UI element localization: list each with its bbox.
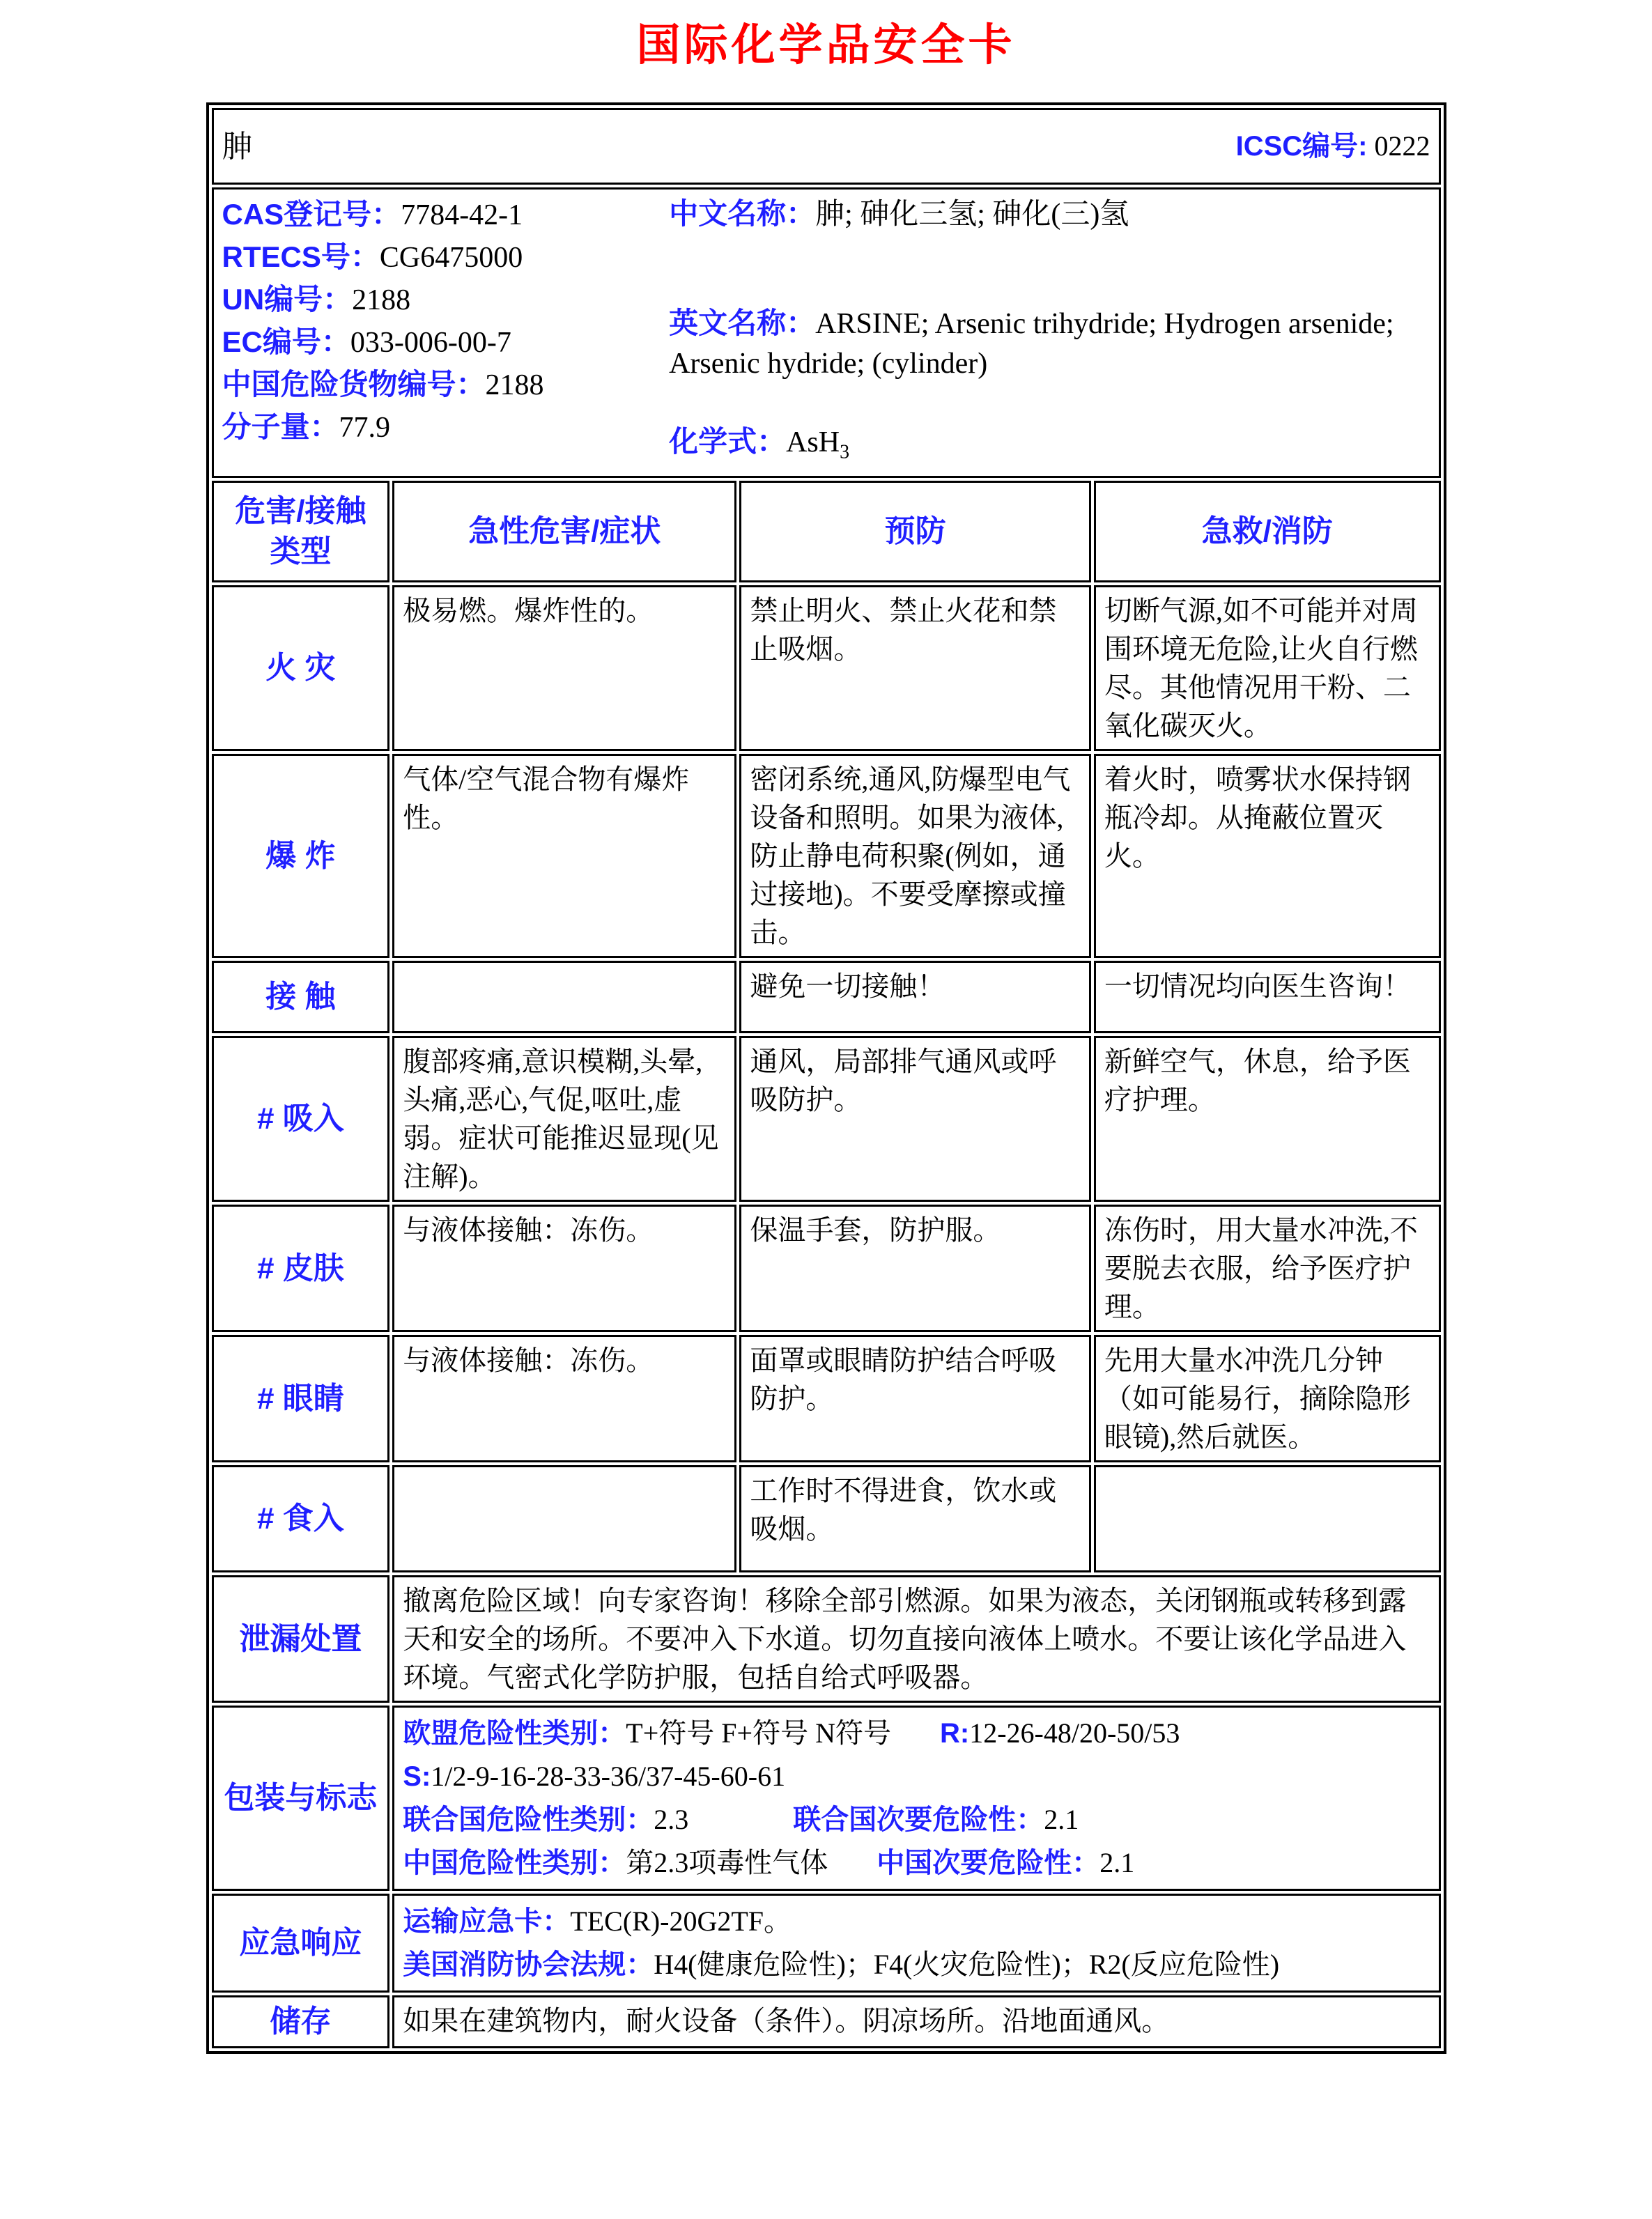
un-subsidiary-risk-label: 联合国次要危险性：	[793, 1804, 1044, 1836]
icsc-number-group	[1236, 127, 1430, 166]
china-dg-number-line	[222, 364, 670, 406]
eyes-response-cell: 先用大量水冲洗几分钟（如可能易行，摘除隐形眼镜),然后就医。	[1094, 1335, 1441, 1462]
identifier-list	[222, 194, 670, 472]
skin-symptoms-cell: 与液体接触：冻伤。	[392, 1205, 736, 1332]
fire-label: 火 灾	[212, 585, 390, 751]
contact-label: 接 触	[212, 961, 390, 1033]
formula-subscript: 3	[840, 441, 850, 463]
un-number-line	[222, 279, 670, 321]
explosion-prevention-cell: 密闭系统,通风,防爆型电气设备和照明。如果为液体,防止静电荷积聚(例如，通过接地)。不要受摩擦或撞击。	[739, 754, 1091, 958]
eyes-label: # 眼睛	[212, 1335, 390, 1462]
header-first-aid: 急救/消防	[1094, 481, 1441, 582]
molecular-weight-line	[222, 406, 670, 449]
spill-disposal-label: 泄漏处置	[212, 1575, 390, 1703]
nfpa-code-line	[403, 1943, 1430, 1986]
rtecs-number-label: RTECS号：	[222, 240, 380, 273]
storage-label: 储存	[212, 1995, 390, 2048]
header-hazard-type: 危害/接触类型	[212, 481, 390, 582]
english-name-value: ARSINE; Arsenic trihydride; Hydrogen arsenide; Arsenic hydride; (cylinder)	[669, 308, 1394, 380]
formula-value: AsH	[786, 426, 840, 458]
ingestion-response-cell	[1094, 1465, 1441, 1572]
ec-number-value: 033-006-00-7	[350, 327, 511, 359]
icsc-card-table	[206, 102, 1446, 2054]
cas-number-line	[222, 194, 670, 236]
row-emergency-response	[212, 1894, 1441, 1993]
china-subsidiary-risk-value: 2.1	[1099, 1847, 1135, 1879]
row-contact	[212, 961, 1441, 1033]
ec-number-label: EC编号：	[222, 325, 350, 358]
card-title-cell	[212, 108, 1441, 185]
transport-emergency-card-value: TEC(R)-20G2TF。	[570, 1905, 792, 1938]
inhalation-symptoms-cell: 腹部疼痛,意识模糊,头晕,头痛,恶心,气促,呕吐,虚弱。症状可能推迟显现(见注解)。	[392, 1036, 736, 1202]
china-hazard-class-line	[403, 1841, 1430, 1885]
hazard-header-row	[212, 481, 1441, 582]
names-block	[669, 194, 1430, 472]
icsc-number-label: ICSC编号:	[1235, 131, 1368, 162]
eu-hazard-class-value: T+符号 F+符号 N符号	[626, 1717, 891, 1749]
r-phrases-value: 12-26-48/20-50/53	[969, 1717, 1180, 1749]
english-name-label: 英文名称：	[669, 307, 816, 339]
row-ingestion	[212, 1465, 1441, 1572]
china-hazard-class-label: 中国危险性类别：	[403, 1848, 626, 1879]
s-phrases-line	[403, 1755, 1430, 1798]
row-storage	[212, 1995, 1441, 2048]
row-inhalation	[212, 1036, 1441, 1202]
cas-number-value: 7784-42-1	[401, 199, 523, 231]
row-fire	[212, 585, 1441, 751]
row-eyes	[212, 1335, 1441, 1462]
row-spill-disposal	[212, 1575, 1441, 1703]
un-subsidiary-risk-value: 2.1	[1044, 1804, 1079, 1836]
chinese-name-label: 中文名称：	[669, 197, 816, 230]
rtecs-number-line	[222, 236, 670, 279]
chinese-name-value: 胂; 砷化三氢; 砷化(三)氢	[815, 199, 1129, 231]
english-name-line	[669, 303, 1430, 384]
transport-emergency-card-line	[403, 1900, 1430, 1943]
un-number-label: UN编号：	[222, 283, 353, 316]
molecular-weight-label: 分子量：	[222, 410, 339, 443]
inhalation-label: # 吸入	[212, 1036, 390, 1202]
transport-emergency-card-label: 运输应急卡：	[403, 1906, 571, 1938]
china-dg-number-value: 2188	[485, 369, 544, 401]
nfpa-code-label: 美国消防协会法规：	[403, 1949, 654, 1981]
contact-prevention-cell: 避免一切接触！	[739, 961, 1091, 1033]
contact-response-cell: 一切情况均向医生咨询！	[1094, 961, 1441, 1033]
packaging-labelling-label: 包装与标志	[212, 1706, 390, 1891]
contact-symptoms-cell	[392, 961, 736, 1033]
skin-label: # 皮肤	[212, 1205, 390, 1332]
identifiers-row	[212, 187, 1441, 478]
skin-response-cell: 冻伤时，用大量水冲洗,不要脱去衣服，给予医疗护理。	[1094, 1205, 1441, 1332]
header-prevention: 预防	[739, 481, 1091, 582]
page-title: 国际化学品安全卡	[636, 21, 1016, 70]
explosion-symptoms-cell: 气体/空气混合物有爆炸性。	[392, 754, 736, 958]
formula-line	[669, 422, 1430, 472]
ec-number-line	[222, 321, 670, 364]
china-subsidiary-risk-label: 中国次要危险性：	[877, 1848, 1100, 1879]
emergency-response-label: 应急响应	[212, 1894, 390, 1993]
packaging-labelling-cell	[392, 1706, 1440, 1891]
spill-disposal-text: 撤离危险区域！向专家咨询！移除全部引燃源。如果为液态，关闭钢瓶或转移到露天和安全的场所。不要冲入下水道。切勿直接向液体上喷水。不要让该化学品进入环境。气密式化学防护服，包括自给式呼吸器。	[392, 1575, 1440, 1703]
chinese-name-line	[669, 194, 1430, 235]
s-phrases-label: S:	[403, 1761, 431, 1793]
eyes-symptoms-cell: 与液体接触：冻伤。	[392, 1335, 736, 1462]
rtecs-number-value: CG6475000	[379, 242, 523, 274]
ingestion-symptoms-cell	[392, 1465, 736, 1572]
un-number-value: 2188	[352, 284, 411, 316]
icsc-number-value: 0222	[1374, 130, 1430, 162]
fire-prevention-cell: 禁止明火、禁止火花和禁止吸烟。	[739, 585, 1091, 751]
explosion-label: 爆 炸	[212, 754, 390, 958]
molecular-weight-value: 77.9	[339, 412, 391, 444]
inhalation-response-cell: 新鲜空气，休息，给予医疗护理。	[1094, 1036, 1441, 1202]
eu-hazard-class-label: 欧盟危险性类别：	[403, 1718, 626, 1749]
eyes-prevention-cell: 面罩或眼睛防护结合呼吸防护。	[739, 1335, 1091, 1462]
ingestion-label: # 食入	[212, 1465, 390, 1572]
cas-number-label: CAS登记号：	[222, 198, 401, 231]
chemical-name: 胂	[222, 129, 253, 164]
china-hazard-class-value: 第2.3项毒性气体	[626, 1847, 828, 1879]
un-hazard-class-value: 2.3	[654, 1804, 689, 1836]
header-acute-symptoms: 急性危害/症状	[392, 481, 736, 582]
un-hazard-class-line	[403, 1798, 1430, 1841]
china-dg-number-label: 中国危险货物编号：	[222, 368, 486, 401]
row-packaging-labelling	[212, 1706, 1441, 1891]
s-phrases-value: 1/2-9-16-28-33-36/37-45-60-61	[431, 1761, 786, 1793]
eu-hazard-class-line	[403, 1712, 1430, 1755]
row-skin	[212, 1205, 1441, 1332]
emergency-response-cell	[392, 1894, 1440, 1993]
formula-label: 化学式：	[669, 425, 787, 458]
ingestion-prevention-cell: 工作时不得进食，饮水或吸烟。	[739, 1465, 1091, 1572]
identifiers-cell	[212, 187, 1441, 478]
storage-text: 如果在建筑物内，耐火设备（条件）。阴凉场所。沿地面通风。	[392, 1995, 1440, 2048]
nfpa-code-value: H4(健康危险性)；F4(火灾危险性)；R2(反应危险性)	[654, 1949, 1280, 1981]
fire-response-cell: 切断气源,如不可能并对周围环境无危险,让火自行燃尽。其他情况用干粉、二氧化碳灭火。	[1094, 585, 1441, 751]
card-title-row	[212, 108, 1441, 185]
un-hazard-class-label: 联合国危险性类别：	[403, 1804, 654, 1836]
r-phrases-label: R:	[939, 1718, 970, 1749]
inhalation-prevention-cell: 通风，局部排气通风或呼吸防护。	[739, 1036, 1091, 1202]
explosion-response-cell: 着火时，喷雾状水保持钢瓶冷却。从掩蔽位置灭火。	[1094, 754, 1441, 958]
fire-symptoms-cell: 极易燃。爆炸性的。	[392, 585, 736, 751]
skin-prevention-cell: 保温手套，防护服。	[739, 1205, 1091, 1332]
row-explosion	[212, 754, 1441, 958]
